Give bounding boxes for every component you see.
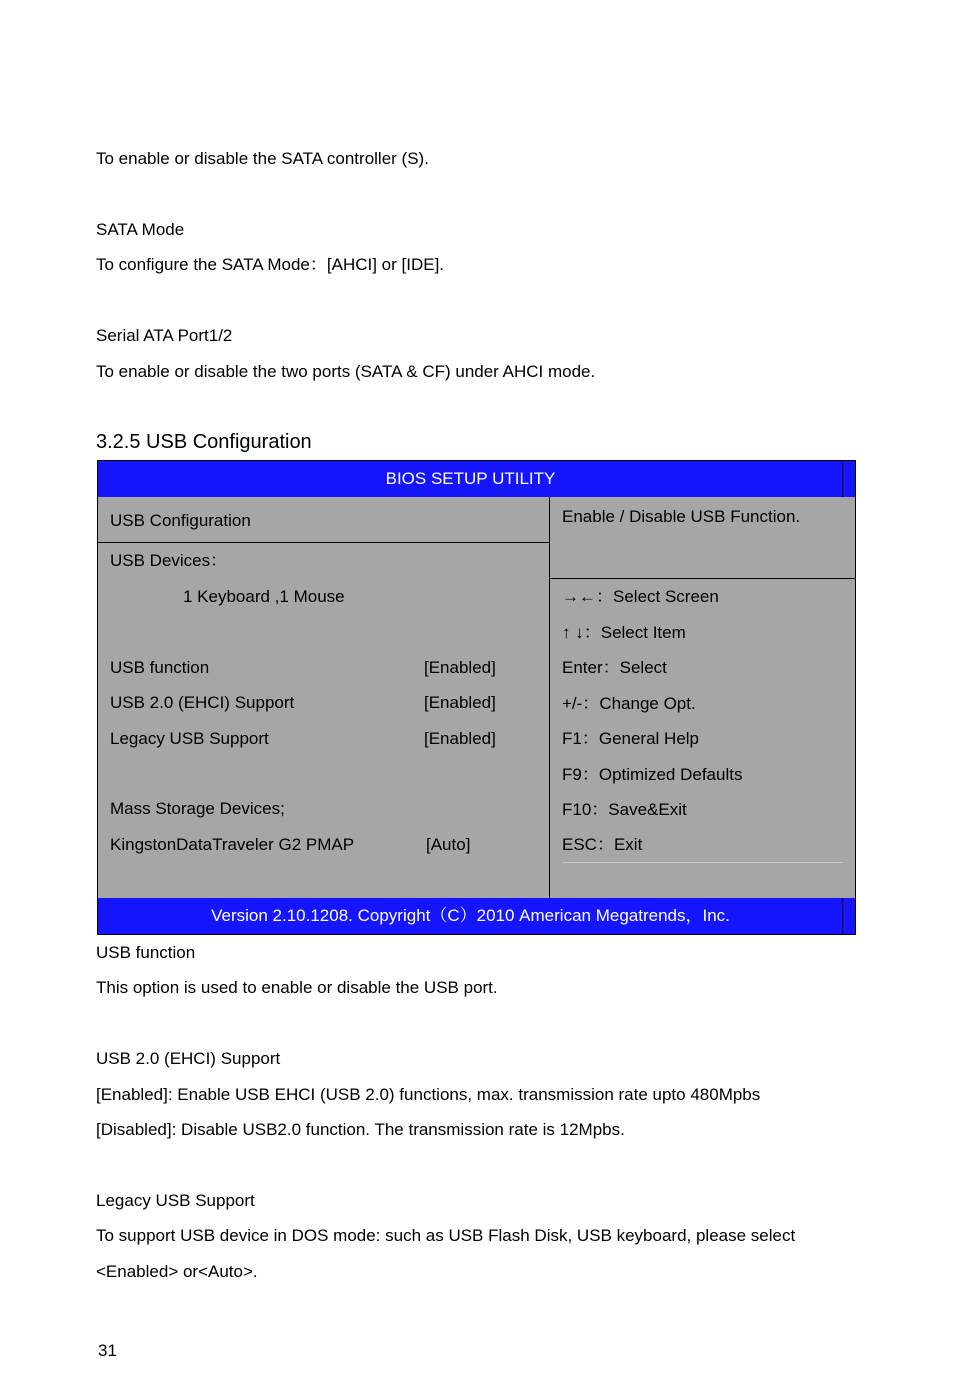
legacy-usb-label[interactable]: Legacy USB Support — [110, 729, 269, 748]
bios-title-bar-edge — [842, 461, 855, 497]
key-select-screen: →←：Select Screen — [562, 587, 719, 606]
sata-controller-description: To enable or disable the SATA controller (S). — [96, 149, 429, 168]
ehci-support-value[interactable]: [Enabled] — [424, 693, 496, 712]
usb-devices-label: USB Devices： — [110, 551, 228, 570]
key-exit: ESC：Exit — [562, 835, 643, 854]
bios-footer-bar — [98, 898, 843, 934]
left-title-separator — [98, 542, 549, 543]
column-divider — [549, 497, 550, 898]
ehci-support-label[interactable]: USB 2.0 (EHCI) Support — [110, 693, 295, 712]
sata-mode-description: To configure the SATA Mode：[AHCI] or [IDE]. — [96, 255, 445, 274]
mass-storage-device-value[interactable]: [Auto] — [426, 835, 471, 854]
usb-function-title: USB function — [96, 943, 196, 962]
help-text: Enable / Disable USB Function. — [562, 507, 801, 526]
bios-title: BIOS SETUP UTILITY — [385, 469, 556, 488]
legacy-usb-description-line2: <Enabled> or<Auto>. — [96, 1262, 258, 1281]
bios-footer-bar-edge — [842, 898, 855, 934]
usb-devices-value: 1 Keyboard ,1 Mouse — [183, 587, 345, 606]
bios-footer-text: Version 2.10.1208. Copyright（C）2010 American Megatrends，Inc. — [211, 906, 730, 925]
key-select-item: ↑ ↓：Select Item — [562, 623, 686, 642]
key-save-exit: F10：Save&Exit — [562, 800, 687, 819]
ehci-title: USB 2.0 (EHCI) Support — [96, 1049, 281, 1068]
usb-function-value[interactable]: [Enabled] — [424, 658, 496, 677]
keys-bottom-line — [562, 862, 843, 863]
legacy-usb-title: Legacy USB Support — [96, 1191, 255, 1210]
page-number: 31 — [98, 1341, 117, 1360]
sata-mode-title: SATA Mode — [96, 220, 185, 239]
usb-configuration-title: USB Configuration — [110, 511, 251, 530]
key-optimized-defaults: F9：Optimized Defaults — [562, 765, 743, 784]
ehci-enabled-description: [Enabled]: Enable USB EHCI (USB 2.0) functions, max. transmission rate upto 480Mpbs — [96, 1085, 761, 1104]
serial-ata-description: To enable or disable the two ports (SATA & CF) under AHCI mode. — [96, 362, 596, 381]
section-heading: 3.2.5 USB Configuration — [96, 431, 312, 453]
legacy-usb-value[interactable]: [Enabled] — [424, 729, 496, 748]
usb-function-label[interactable]: USB function — [110, 658, 210, 677]
mass-storage-label: Mass Storage Devices; — [110, 799, 285, 818]
arrows-left-right-icon: →←： — [562, 587, 613, 606]
serial-ata-title: Serial ATA Port1/2 — [96, 326, 233, 345]
bios-title-bar — [98, 461, 843, 497]
key-change-opt: +/-：Change Opt. — [562, 694, 696, 713]
mass-storage-device-label[interactable]: KingstonDataTraveler G2 PMAP — [110, 835, 355, 854]
legacy-usb-description-line1: To support USB device in DOS mode: such as USB Flash Disk, USB keyboard, please select — [96, 1226, 796, 1245]
help-separator — [549, 578, 855, 579]
arrows-up-down-icon: ↑ ↓： — [562, 623, 601, 642]
bios-setup-screen — [97, 460, 856, 935]
key-general-help: F1：General Help — [562, 729, 700, 748]
ehci-disabled-description: [Disabled]: Disable USB2.0 function. The transmission rate is 12Mpbs. — [96, 1120, 625, 1139]
usb-function-description: This option is used to enable or disable the USB port. — [96, 978, 498, 997]
key-enter: Enter：Select — [562, 658, 667, 677]
